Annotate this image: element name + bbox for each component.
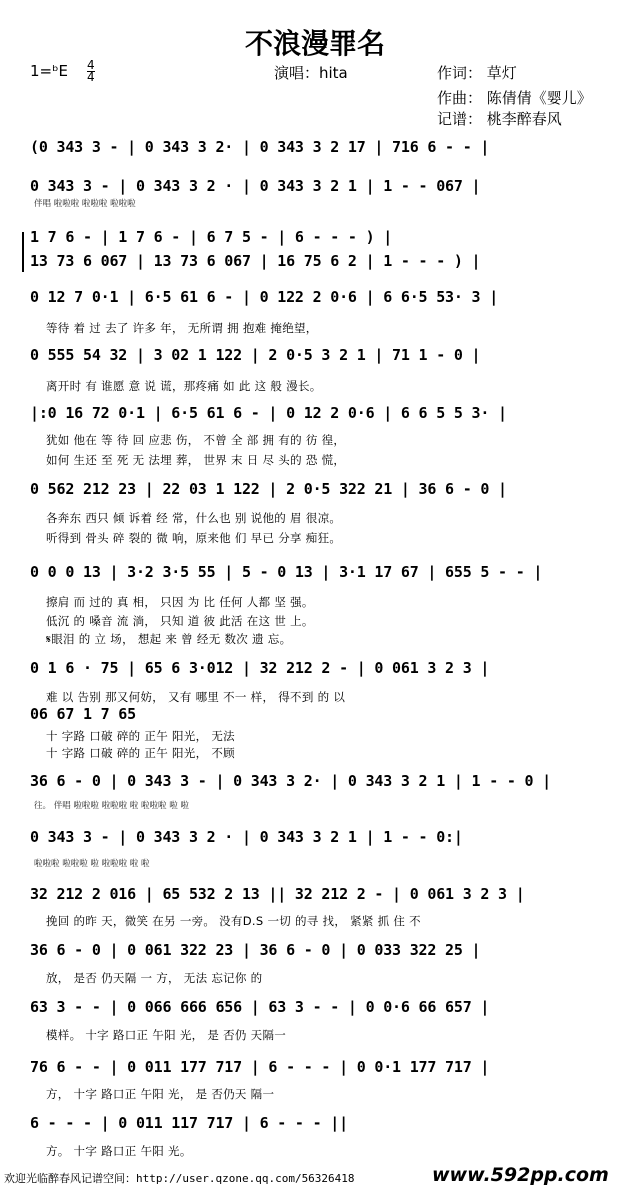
notation-line: 32 212 2 016 | 65 532 2 13 || 32 212 2 - | 0 061 3 2 3 | [30,885,525,903]
composer-credit: 作曲： 陈倩倩《婴儿》 [437,89,592,107]
lyric-line: 挽回 的昨 天，微笑 在另 一旁。 没有D.S 一切 的寻 找， 紧紧 抓 住 不 [46,914,421,928]
notation-line: 63 3 - - | 0 066 666 656 | 63 3 - - | 0 0·6 66 657 | [30,998,490,1016]
lyric-line: 放， 是否 仍天隔 一 方， 无法 忘记你 的 [46,971,263,985]
notation-line: 36 6 - 0 | 0 061 322 23 | 36 6 - 0 | 0 033 322 25 | [30,941,481,959]
notation-line: (0 343 3 - | 0 343 3 2· | 0 343 3 2 17 | 716 6 - - | [30,138,490,156]
lyric-line: 如何 生还 至 死 无 法埋 葬， 世界 末 日 尽 头的 恐 慌， [46,453,346,467]
notation-line: 76 6 - - | 0 011 177 717 | 6 - - - | 0 0·1 177 717 | [30,1058,490,1076]
lyric-line: 擦肩 而 过的 真 相， 只因 为 比 任何 人都 坚 强。 [46,595,314,609]
notation-line: 1 7 6 - | 1 7 6 - | 6 7 5 - | 6 - - - ) | [30,228,393,246]
lyric-line: 听得到 骨头 碎 裂的 微 响，原来他 们 早已 分享 痴狂。 [46,531,342,545]
lyric-line: 难 以 告别 那又何妨， 又有 哪里 不一 样， 得不到 的 以 [46,690,346,704]
notation-line: 0 12 7 0·1 | 6·5 61 6 - | 0 122 2 0·6 | 6 6·5 53· 3 | [30,288,499,306]
transcriber-credit: 记谱： 桃李醉春风 [437,110,562,128]
lyric-line: 方。 十字 路口正 午阳 光。 [46,1144,192,1158]
notation-line: 0 343 3 - | 0 343 3 2 · | 0 343 3 2 1 | 1 - - 0:| [30,828,463,846]
notation-line: 0 562 212 23 | 22 03 1 122 | 2 0·5 322 21 | 36 6 - 0 | [30,480,507,498]
notation-line: 0 1 6 · 75 | 65 6 3·012 | 32 212 2 - | 0 061 3 2 3 | [30,659,490,677]
lyric-line: 等待 着 过 去了 许多 年， 无所谓 拥 抱难 掩绝望， [46,321,318,335]
notation-line: 6 - - - | 0 011 117 717 | 6 - - - || [30,1114,348,1132]
backing-vocal-line: 伴唱 啦啦啦 啦啦啦 啦啦啦 [34,199,136,209]
site-logo: www.592pp.com [432,1164,609,1186]
lyric-line: 𝄋眼泪 的 立 场， 想起 来 曾 经无 数次 遗 忘。 [46,632,292,646]
singer-credit: 演唱：hita [274,64,348,82]
lyric-line: 低沉 的 嗓音 流 淌， 只知 道 彼 此活 在这 世 上。 [46,614,314,628]
backing-vocal-line: 往。 伴唱 啦啦啦 啦啦啦 啦 啦啦啦 啦 啦 [34,801,189,811]
backing-vocal-line: 啦啦啦 啦啦啦 啦 啦啦啦 啦 啦 [34,859,150,869]
notation-line: |:0 16 72 0·1 | 6·5 61 6 - | 0 12 2 0·6 | 6 6 5 5 3· | [30,404,507,422]
lyric-line: 各奔东 西只 倾 诉着 经 常，什么也 别 说他的 眉 很凉。 [46,511,342,525]
notation-line: 13 73 6 067 | 13 73 6 067 | 16 75 6 2 | 1 - - - ) | [30,252,481,270]
notation-line: 06 67 1 7 65 [30,705,136,723]
song-title: 不浪漫罪名 [244,27,385,60]
lyric-line: 十 字路 口破 碎的 正午 阳光， 无法 [46,729,235,743]
lyricist-credit: 作词： 草灯 [437,64,517,82]
notation-line: 36 6 - 0 | 0 343 3 - | 0 343 3 2· | 0 343 3 2 1 | 1 - - 0 | [30,772,552,790]
system-bracket [22,232,24,272]
lyric-line: 离开时 有 谁愿 意 说 谎，那疼痛 如 此 这 般 漫长。 [46,379,322,393]
notation-line: 0 555 54 32 | 3 02 1 122 | 2 0·5 3 2 1 | 71 1 - 0 | [30,346,481,364]
footer-text: 欢迎光临醉春风记谱空间：http://user.qzone.qq.com/56326418 [4,1172,355,1185]
notation-line: 0 343 3 - | 0 343 3 2 · | 0 343 3 2 1 | 1 - - 067 | [30,177,481,195]
lyric-line: 方， 十字 路口正 午阳 光， 是 否仍天 隔一 [46,1087,275,1101]
notation-line: 0 0 0 13 | 3·2 3·5 55 | 5 - 0 13 | 3·1 17 67 | 655 5 - - | [30,563,543,581]
lyric-line: 十 字路 口破 碎的 正午 阳光， 不顾 [46,746,235,760]
time-signature: $\frac{4}{4}$ [87,58,95,84]
lyric-line: 犹如 他在 等 待 回 应悲 伤， 不曾 全 部 拥 有的 彷 徨， [46,433,346,447]
key-signature: 1=ᵇE [30,62,69,80]
lyric-line: 模样。 十字 路口正 午阳 光， 是 否仍 天隔一 [46,1028,287,1042]
